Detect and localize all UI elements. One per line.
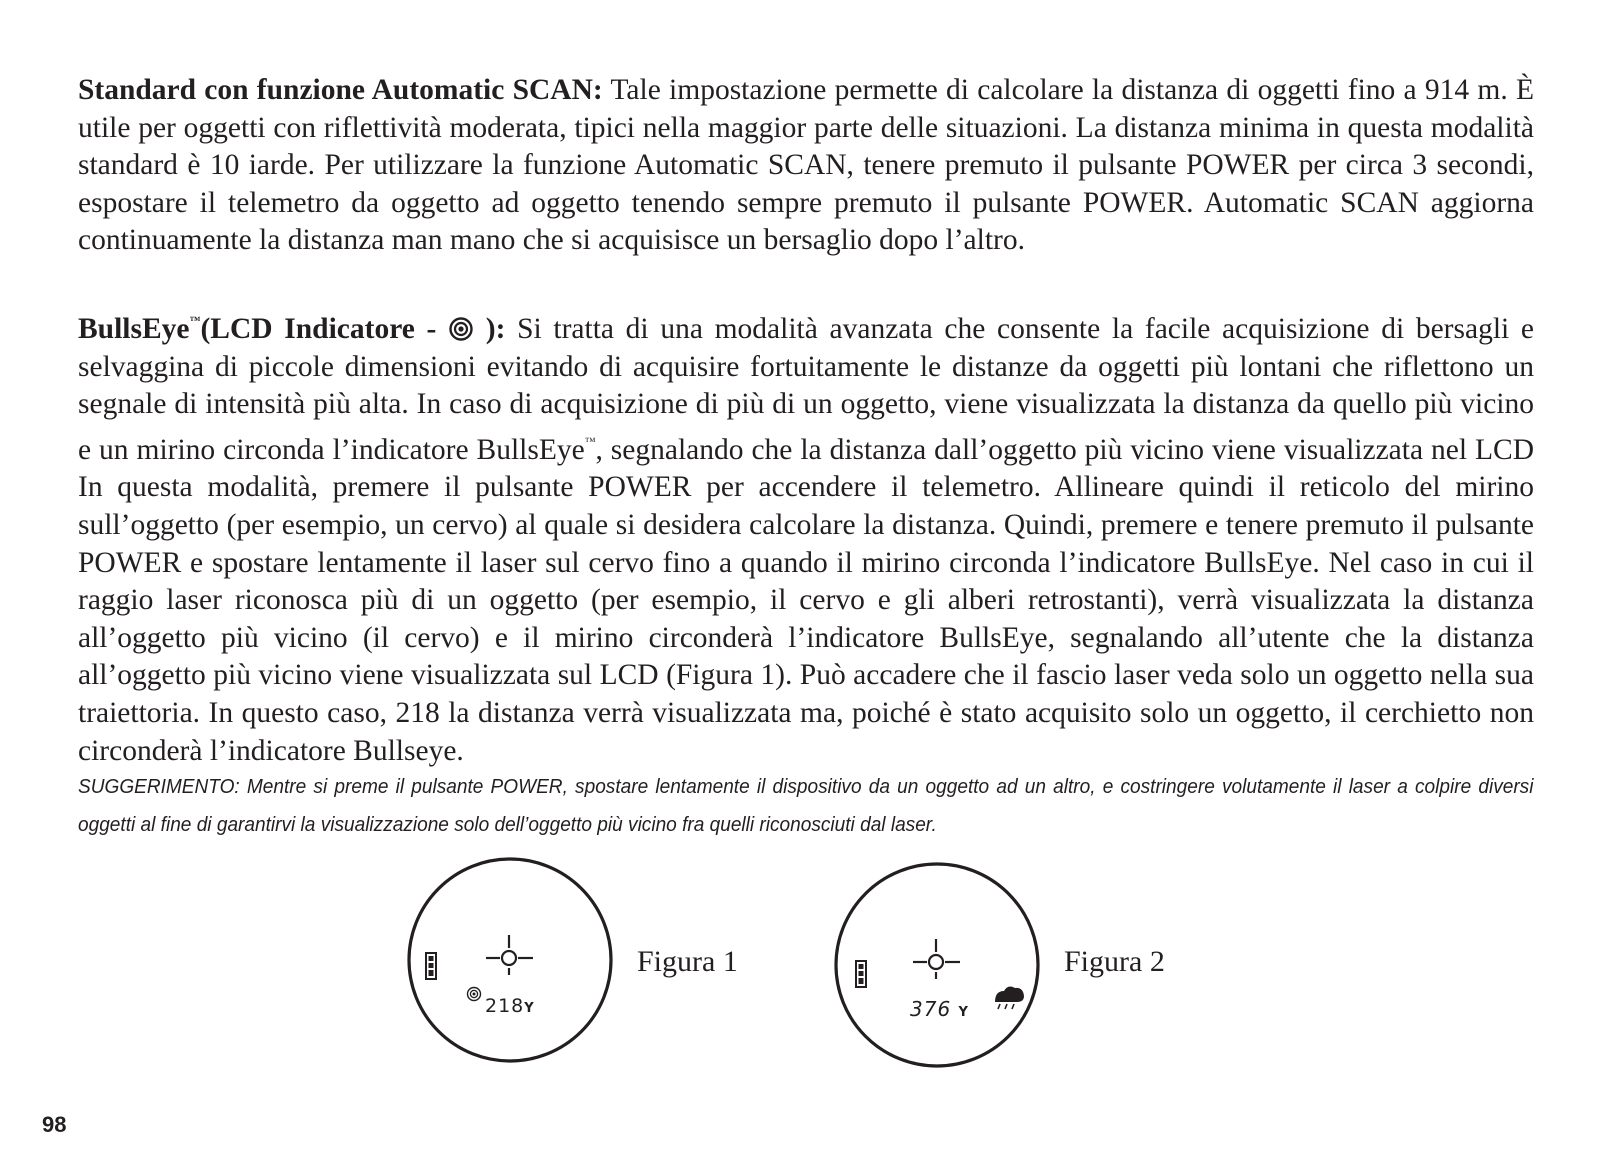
paragraph-heading: Standard con funzione Automatic SCAN: — [78, 74, 603, 106]
paragraph-body: Tale impostazione permette di calcolare la distanza di oggetti fino a 914 m. È utile per oggetti con riflettività moderata, tipici nella maggior parte delle situazioni. La distanza minima in questa modalità standard è 10 iarde. Per utilizzare la funzione Automatic SCAN, tenere premuto il pulsante POWER per circa 3 secondi, espostare il telemetro da oggetto ad oggetto tenendo sempre premuto il pulsante POWER. Automatic SCAN aggiorna continuamente la distanza man mano che si acquisisce un bersaglio dopo l’altro. — [78, 74, 1534, 257]
distance-value: 218 — [485, 995, 525, 1017]
distance-readout — [485, 995, 535, 1017]
trademark-mark: ™ — [584, 435, 596, 448]
distance-value: 376 — [910, 997, 952, 1021]
figure-1-display — [405, 855, 615, 1065]
heading-text: BullsEye — [78, 313, 190, 345]
paragraph-automatic-scan — [78, 72, 1534, 260]
unit-label: Y — [958, 1005, 969, 1020]
distance-readout — [910, 997, 969, 1021]
paragraph-bullseye — [78, 303, 1534, 770]
figure-1-label: Figura 1 — [637, 945, 738, 978]
heading-text: (LCD Indicatore - — [200, 313, 449, 345]
paragraph-body: Si tratta di una modalità avanzata che consente la facile acquisizione di bersagli e selvaggina di piccole dimensioni evitando di acquisire fortuitamente le distanze da oggetti più lontani che riflettono un segnale di intensità più alta. In caso di acquisizione di più di un oggetto, viene visualizzata la distanza da quello più vicino e un mirino circonda l’indicatore BullsEye — [78, 313, 1535, 466]
tip-note: SUGGERIMENTO: Mentre si preme il pulsante POWER, spostare lentamente il dispositivo da un oggetto ad un altro, e costringere volutamente il laser a colpire diversi oggetti al fine di garantirvi la visualizzazione solo dell’oggetto più vicino fra quelli riconosciuti dal laser. — [78, 775, 1534, 836]
figure-2-label: Figura 2 — [1064, 945, 1165, 978]
unit-label: Y — [524, 1001, 535, 1016]
heading-text: ): — [474, 313, 506, 345]
paragraph-body: , segnalando che la distanza dall’oggetto più vicino viene visualizzata nel LCD In questa modalità, premere il pulsante POWER per accendere il telemetro. Allineare quindi il reticolo del mirino sull’oggetto (per esempio, un cervo) al quale si desidera calcolare la distanza. Quindi, premere e tenere premuto il pulsante POWER e spostare lentamente il laser sul cervo fino a quando il mirino circonda l’indicatore BullsEye. Nel caso in cui il raggio laser riconosca più di un oggetto (per esempio, il cervo e gli alberi retrostanti), verrà visualizzata la distanza all’oggetto più vicino (il cervo) e il mirino circonderà l’indicatore BullsEye, segnalando all’utente che la distanza all’oggetto più vicino viene visualizzata sul LCD (Figura 1). Può accadere che il fascio laser veda solo un oggetto nella sua traiettoria. In questo caso, 218 la distanza verrà visualizzata ma, poiché è stato acquisito solo un oggetto, il cerchietto non circonderà l’indicatore Bullseye. — [78, 433, 1535, 767]
paragraph-heading — [78, 313, 505, 345]
figure-2-display — [832, 860, 1042, 1070]
bullseye-icon — [448, 315, 474, 341]
page-number: 98 — [42, 1112, 67, 1137]
trademark-mark: ™ — [189, 315, 201, 327]
